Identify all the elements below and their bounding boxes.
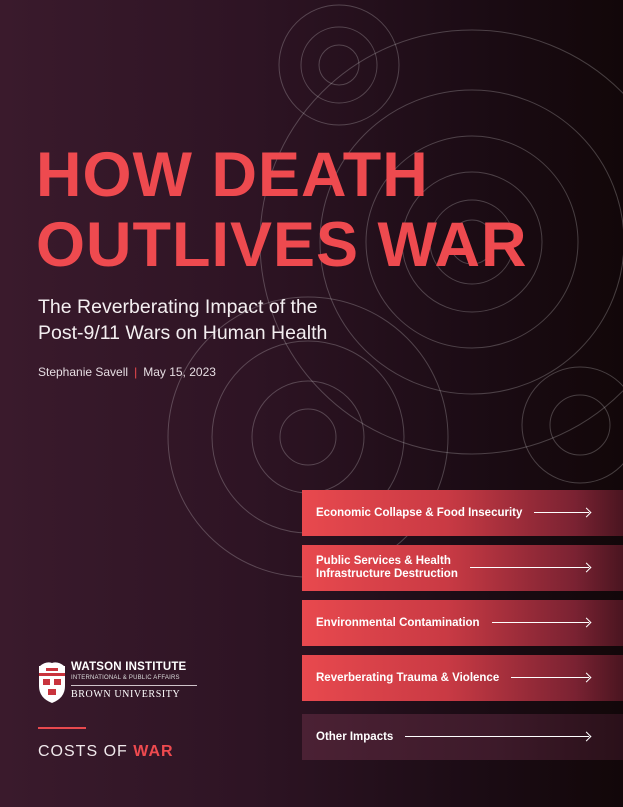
report-title — [36, 140, 528, 280]
arrow-right-icon — [470, 563, 589, 573]
arrow-right-icon — [492, 618, 589, 628]
topic-label-line-1: Reverberating Trauma & Violence — [316, 671, 500, 684]
topic-environmental-contamination-button[interactable] — [302, 600, 623, 646]
topic-label-line-1: Public Services & Health — [316, 555, 451, 567]
report-subtitle — [38, 294, 398, 346]
war-text: WAR — [133, 743, 174, 760]
topic-label — [316, 672, 499, 685]
topic-economic-collapse-button[interactable] — [302, 490, 623, 536]
topic-label-line-1: Environmental Contamination — [316, 616, 480, 629]
arrow-right-icon — [405, 732, 589, 742]
logo-text — [71, 660, 197, 701]
title-line-2: OUTLIVES WAR — [36, 210, 528, 280]
logo-name: WATSON INSTITUTE — [71, 661, 187, 673]
logo-divider — [71, 685, 197, 686]
costs-of-war-wordmark — [38, 743, 174, 761]
topic-label-line-1: Other Impacts — [316, 730, 394, 743]
subtitle-line-2: Post-9/11 Wars on Human Health — [38, 322, 328, 344]
topic-reverberating-trauma-button[interactable] — [302, 655, 623, 701]
title-line-1: HOW DEATH — [36, 140, 429, 210]
accent-divider — [38, 727, 86, 729]
topic-label — [316, 731, 393, 744]
topic-label — [316, 617, 480, 630]
byline — [38, 365, 216, 379]
topic-label-line-2: Infrastructure Destruction — [316, 568, 458, 580]
topic-label — [316, 507, 522, 520]
topic-label — [316, 555, 458, 581]
topic-public-services-button[interactable] — [302, 545, 623, 591]
arrow-right-icon — [534, 508, 589, 518]
arrow-right-icon — [511, 673, 589, 683]
logo-university: BROWN UNIVERSITY — [71, 689, 181, 700]
byline-separator: | — [134, 365, 138, 379]
subtitle-line-1: The Reverberating Impact of the — [38, 296, 318, 318]
brown-university-shield-icon — [38, 660, 66, 704]
costs-of-text: COSTS OF — [38, 743, 128, 760]
topic-other-impacts-button[interactable] — [302, 714, 623, 760]
publication-date: May 15, 2023 — [143, 365, 216, 379]
author-name: Stephanie Savell — [38, 365, 129, 379]
logo-subtitle: INTERNATIONAL & PUBLIC AFFAIRS — [71, 675, 180, 681]
topic-label-line-1: Economic Collapse & Food Insecurity — [316, 506, 523, 519]
